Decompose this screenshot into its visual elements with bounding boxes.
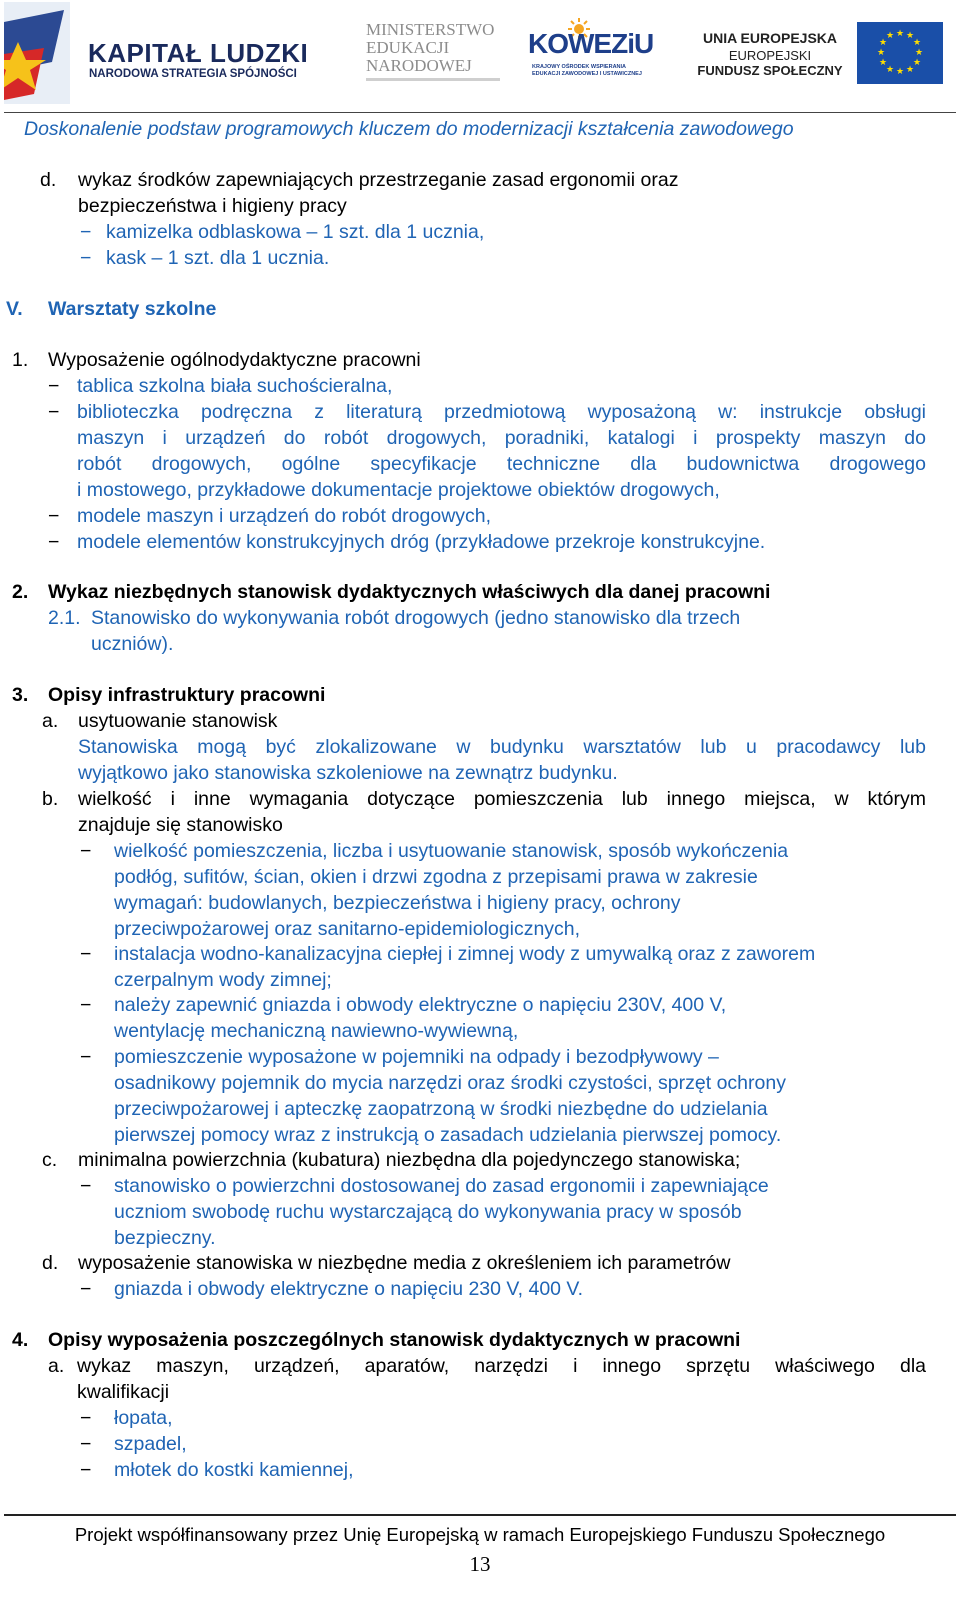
s1-title: Wyposażenie ogólnodydaktyczne pracowni — [48, 349, 421, 371]
eu-logo-line2: EUROPEJSKI — [728, 48, 812, 63]
footer-text: Projekt współfinansowany przez Unię Europejską w ramach Europejskiego Funduszu Społecznego — [74, 1524, 886, 1545]
footer-rule — [4, 1514, 956, 1516]
s3-number: 3. — [12, 684, 29, 706]
s4-item: łopata, — [114, 1407, 173, 1429]
svg-text:★: ★ — [905, 31, 915, 41]
bullet: − — [80, 994, 92, 1016]
kowezu-subtitle-1: KRAJOWY OŚRODEK WSPIERANIA — [532, 64, 627, 70]
bullet: − — [80, 840, 92, 862]
bullet: − — [48, 401, 60, 423]
section-d-item: kamizelka odblaskowa – 1 szt. dla 1 ucznia, — [106, 221, 485, 243]
s3-d-item: gniazda i obwody elektryczne o napięciu 230 V, 400 V. — [114, 1278, 584, 1300]
men-logo-line2: EDUKACJI — [366, 38, 450, 57]
svg-text:★: ★ — [876, 48, 886, 58]
list-marker: d. — [40, 169, 57, 191]
s3-b-item-line: przeciwpożarowej i apteczkę zaopatrzoną w środki niezbędne do udzielania — [114, 1098, 768, 1120]
s1-item3: modele maszyn i urządzeń do robót drogowych, — [77, 505, 492, 527]
s3-b-title: znajduje się stanowisko — [78, 814, 283, 836]
s4-item: młotek do kostki kamiennej, — [114, 1459, 354, 1481]
s1-item2-line: robót drogowych, ogólne specyfikacje techniczne dla budownictwa drogowego — [77, 453, 926, 475]
s4-a-line: kwalifikacji — [77, 1381, 170, 1403]
section-d-item: kask – 1 szt. dla 1 ucznia. — [106, 247, 330, 269]
s3-c-item-line: uczniom swobodę ruchu wystarczającą do wykonywania pracy w sposób — [114, 1201, 742, 1223]
s3-b-item-line: pierwszej pomocy wraz z instrukcją o zasadach udzielania pierwszej pomocy. — [114, 1124, 782, 1146]
men-logo-line1: MINISTERSTWO — [366, 20, 495, 39]
s3-b-item-line: osadnikowy pojemnik do mycia narzędzi oraz środki czystości, sprzęt ochrony — [114, 1072, 786, 1094]
section-v-title: Warsztaty szkolne — [48, 298, 217, 320]
s4-title: Opisy wyposażenia poszczególnych stanowisk dydaktycznych w pracowni — [48, 1329, 741, 1351]
eu-logo-line3: FUNDUSZ SPOŁECZNY — [697, 63, 843, 78]
s3-c-title: minimalna powierzchnia (kubatura) niezbędna dla pojedynczego stanowiska; — [78, 1149, 741, 1171]
bullet: − — [80, 1175, 92, 1197]
svg-text:★: ★ — [912, 58, 922, 68]
s4-a-line: wykaz maszyn, urządzeń, aparatów, narzędzi i innego sprzętu właściwego dla — [77, 1355, 926, 1377]
s3-a-marker: a. — [42, 710, 59, 732]
s3-b-item-line: wielkość pomieszczenia, liczba i usytuowanie stanowisk, sposób wykończenia — [114, 840, 789, 862]
s3-b-item-line: instalacja wodno-kanalizacyjna ciepłej i zimnej wody z umywalką oraz z zaworem — [114, 943, 816, 965]
s2-sub-line1: Stanowisko do wykonywania robót drogowych (jedno stanowisko dla trzech — [91, 607, 741, 629]
bullet: − — [80, 1407, 92, 1429]
svg-text:★: ★ — [895, 29, 905, 39]
page-number: 13 — [469, 1552, 491, 1576]
s3-title: Opisy infrastruktury pracowni — [48, 684, 326, 706]
s3-c-item-line: stanowisko o powierzchni dostosowanej do zasad ergonomii i zapewniające — [114, 1175, 769, 1197]
bullet: − — [80, 943, 92, 965]
kapital-ludzki-flag-icon — [4, 2, 70, 104]
svg-text:★: ★ — [895, 67, 905, 77]
header-tagline: Doskonalenie podstaw programowych kluczem do modernizacji kształcenia zawodowego — [24, 118, 794, 140]
bullet: − — [80, 1459, 92, 1481]
kapital-ludzki-title: KAPITAŁ LUDZKI — [88, 38, 309, 68]
section-d-line2: bezpieczeństwa i higieny pracy — [78, 195, 347, 217]
s4-item: szpadel, — [114, 1433, 187, 1455]
s3-a-text: Stanowiska mogą być zlokalizowane w budynku warsztatów lub u pracodawcy lub — [78, 736, 926, 758]
bullet: − — [80, 1278, 92, 1300]
logo-bar — [0, 0, 960, 110]
s1-item1: tablica szkolna biała suchościeralna, — [77, 375, 393, 397]
svg-text:★: ★ — [912, 38, 922, 48]
svg-text:★: ★ — [878, 38, 888, 48]
s1-item2-line: i mostowego, przykładowe dokumentacje projektowe obiektów drogowych, — [77, 479, 720, 501]
s3-a-title: usytuowanie stanowisk — [78, 710, 278, 732]
s3-b-marker: b. — [42, 788, 59, 810]
s4-number: 4. — [12, 1329, 29, 1351]
s1-number: 1. — [12, 349, 29, 371]
s1-item2-line: biblioteczka podręczna z literaturą przedmiotową wyposażoną w: instrukcje obsługi — [77, 401, 926, 423]
s3-b-item-line: czerpalnym wody zimnej; — [114, 969, 332, 991]
s3-b-item-line: przeciwpożarowej oraz sanitarno-epidemiologicznych, — [114, 918, 581, 940]
eu-flag-icon — [857, 22, 943, 84]
bullet: − — [80, 221, 92, 243]
bullet: − — [48, 531, 60, 553]
kowezu-subtitle-2: EDUKACJI ZAWODOWEJ I USTAWICZNEJ — [532, 71, 642, 77]
bullet: − — [80, 1433, 92, 1455]
s3-d-marker: d. — [42, 1252, 59, 1274]
svg-text:★: ★ — [885, 65, 895, 75]
s3-d-title: wyposażenie stanowiska w niezbędne media z określeniem ich parametrów — [78, 1252, 731, 1274]
bullet: − — [80, 1046, 92, 1068]
svg-text:★: ★ — [885, 31, 895, 41]
header-rule — [4, 112, 956, 113]
svg-text:★: ★ — [914, 48, 924, 58]
s3-b-item-line: pomieszczenie wyposażone w pojemniki na odpady i bezodpływowy – — [114, 1046, 719, 1068]
s3-b-item-line: wymagań: budowlanych, bezpieczeństwa i higieny pracy, ochrony — [114, 892, 681, 914]
men-logo-line3: NARODOWEJ — [366, 56, 472, 75]
s3-c-marker: c. — [42, 1149, 58, 1171]
s1-item4: modele elementów konstrukcyjnych dróg (przykładowe przekroje konstrukcyjne. — [77, 531, 766, 553]
kapital-ludzki-subtitle: NARODOWA STRATEGIA SPÓJNOŚCI — [89, 68, 297, 80]
s3-b-item-line: należy zapewnić gniazda i obwody elektryczne o napięciu 230V, 400 V, — [114, 994, 727, 1016]
s3-b-title: wielkość i inne wymagania dotyczące pomieszczenia lub innego miejsca, w którym — [78, 788, 926, 810]
s2-title: Wykaz niezbędnych stanowisk dydaktycznych właściwych dla danej pracowni — [48, 581, 771, 603]
eu-logo-line1: UNIA EUROPEJSKA — [702, 30, 838, 46]
s2-sub-line2: uczniów). — [91, 633, 174, 655]
svg-text:★: ★ — [878, 58, 888, 68]
s3-c-item-line: bezpieczny. — [114, 1227, 216, 1249]
section-v-number: V. — [6, 298, 23, 320]
bullet: − — [48, 505, 60, 527]
kowezu-logo: KOWEZiU — [528, 28, 654, 59]
bullet: − — [80, 247, 92, 269]
s2-sub-number: 2.1. — [48, 607, 81, 629]
section-d-line1: wykaz środków zapewniających przestrzeganie zasad ergonomii oraz — [78, 169, 679, 191]
svg-text:★: ★ — [905, 65, 915, 75]
s1-item2-line: maszyn i urządzeń do robót drogowych, poradniki, katalogi i prospekty maszyn do — [77, 427, 926, 449]
s3-b-item-line: wentylację mechaniczną nawiewno-wywiewną, — [114, 1020, 519, 1042]
s3-a-text: wyjątkowo jako stanowiska szkoleniowe na zewnątrz budynku. — [78, 762, 618, 784]
bullet: − — [48, 375, 60, 397]
s3-b-item-line: podłóg, sufitów, ścian, okien i drzwi zgodna z przepisami prawa w zakresie — [114, 866, 758, 888]
s4-a-marker: a. — [48, 1355, 65, 1377]
men-logo-rule — [366, 78, 500, 81]
s2-number: 2. — [12, 581, 29, 603]
